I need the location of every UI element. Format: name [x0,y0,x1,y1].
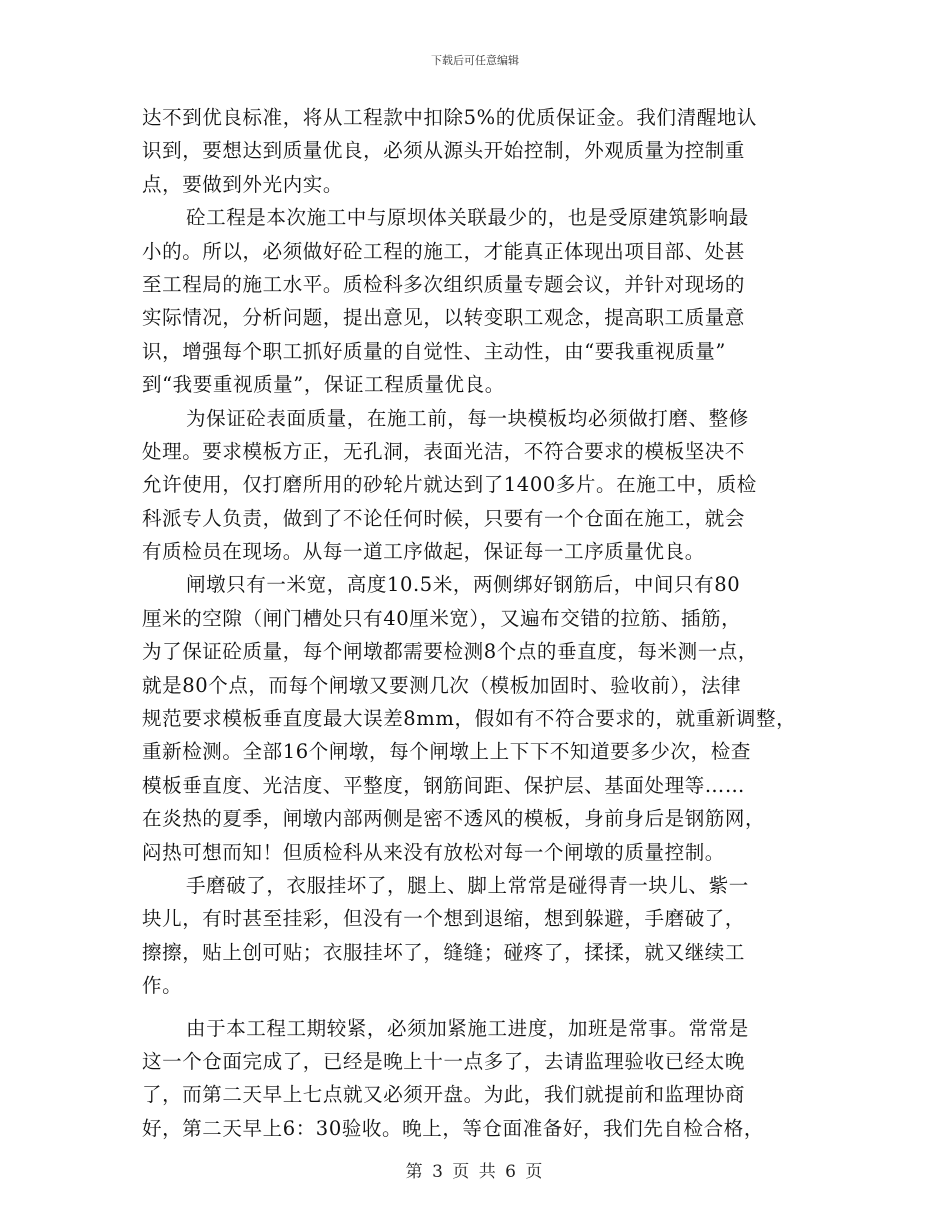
text-line: 重新检测。全部16个闸墩，每个闸墩上上下下不知道要多少次，检查 [142,740,751,764]
page-footer: 第 3 页 共 6 页 [405,1162,545,1182]
text-line: 处理。要求模板方正，无孔洞，表面光洁，不符合要求的模板坚决不 [142,439,746,463]
text-line: 达不到优良标准，将从工程款中扣除5%的优质保证金。我们清醒地认 [142,106,758,129]
text-line: 作。 [142,974,183,998]
text-line: 块儿，有时甚至挂彩，但没有一个想到退缩，想到躲避，手磨破了， [142,907,746,931]
text-line: 了，而第二天早上七点就又必须开盘。为此，我们就提前和监理协商 [142,1083,746,1107]
page-header: 下载后可任意编辑 [431,54,519,67]
text-line: 为保证砼表面质量，在施工前，每一块模板均必须做打磨、整修 [186,406,749,430]
text-line: 点，要做到外光内实。 [142,172,344,196]
text-line: 至工程局的施工水平。质检科多次组织质量专题会议，并针对现场的 [142,272,746,296]
text-line: 允许使用，仅打磨所用的砂轮片就达到了1400多片。在施工中，质检 [142,473,757,497]
text-line: 在炎热的夏季，闸墩内部两侧是密不透风的模板，身前身后是钢筋网， [142,807,766,831]
text-line: 就是80个点，而每个闸墩又要测几次（模板加固时、验收前），法律 [142,673,742,697]
text-line: 有质检员在现场。从每一道工序做起，保证每一工序质量优良。 [142,540,705,564]
text-line: 闸墩只有一米宽，高度10.5米，两侧绑好钢筋后，中间只有80 [186,573,741,597]
text-line: 砼工程是本次施工中与原坝体关联最少的，也是受原建筑影响最 [186,206,749,230]
text-line: 到“我要重视质量”，保证工程质量优良。 [142,373,505,397]
document-body [142,101,832,1145]
text-line: 科派专人负责，做到了不论任何时候，只要有一个仓面在施工，就会 [142,506,746,530]
text-line: 手磨破了，衣服挂坏了，腿上、脚上常常是碰得青一块儿、紫一 [186,873,749,897]
text-line: 实际情况，分析问题，提出意见，以转变职工观念，提高职工质量意 [142,306,746,330]
text-line: 闷热可想而知！但质检科从来没有放松对每一个闸墩的质量控制。 [142,840,725,864]
text-line: 这一个仓面完成了，已经是晚上十一点多了，去请监理验收已经太晚 [142,1049,746,1073]
text-line: 厘米的空隙（闸门槽处只有40厘米宽），又遍布交错的拉筋、插筋， [142,606,742,630]
text-line: 好，第二天早上6：30验收。晚上，等仓面准备好，我们先自检合格， [142,1116,764,1140]
text-line: 擦擦，贴上创可贴；衣服挂坏了，缝缝；碰疼了，揉揉，就又继续工 [142,940,746,964]
paragraph-gap [142,1003,832,1012]
text-line: 规范要求模板垂直度最大误差8mm，假如有不符合要求的，就重新调整， [142,707,797,731]
text-line: 模板垂直度、光洁度、平整度，钢筋间距、保护层、基面处理等…… [142,773,746,797]
text-line: 小的。所以，必须做好砼工程的施工，才能真正体现出项目部、处甚 [142,239,746,263]
text-line: 为了保证砼质量，每个闸墩都需要检测8个点的垂直度，每米测一点， [142,640,759,664]
text-line: 识到，要想达到质量优良，必须从源头开始控制，外观质量为控制重 [142,139,746,163]
text-line: 识，增强每个职工抓好质量的自觉性、主动性，由“要我重视质量” [142,339,726,363]
text-line: 由于本工程工期较紧，必须加紧施工进度，加班是常事。常常是 [186,1016,749,1040]
